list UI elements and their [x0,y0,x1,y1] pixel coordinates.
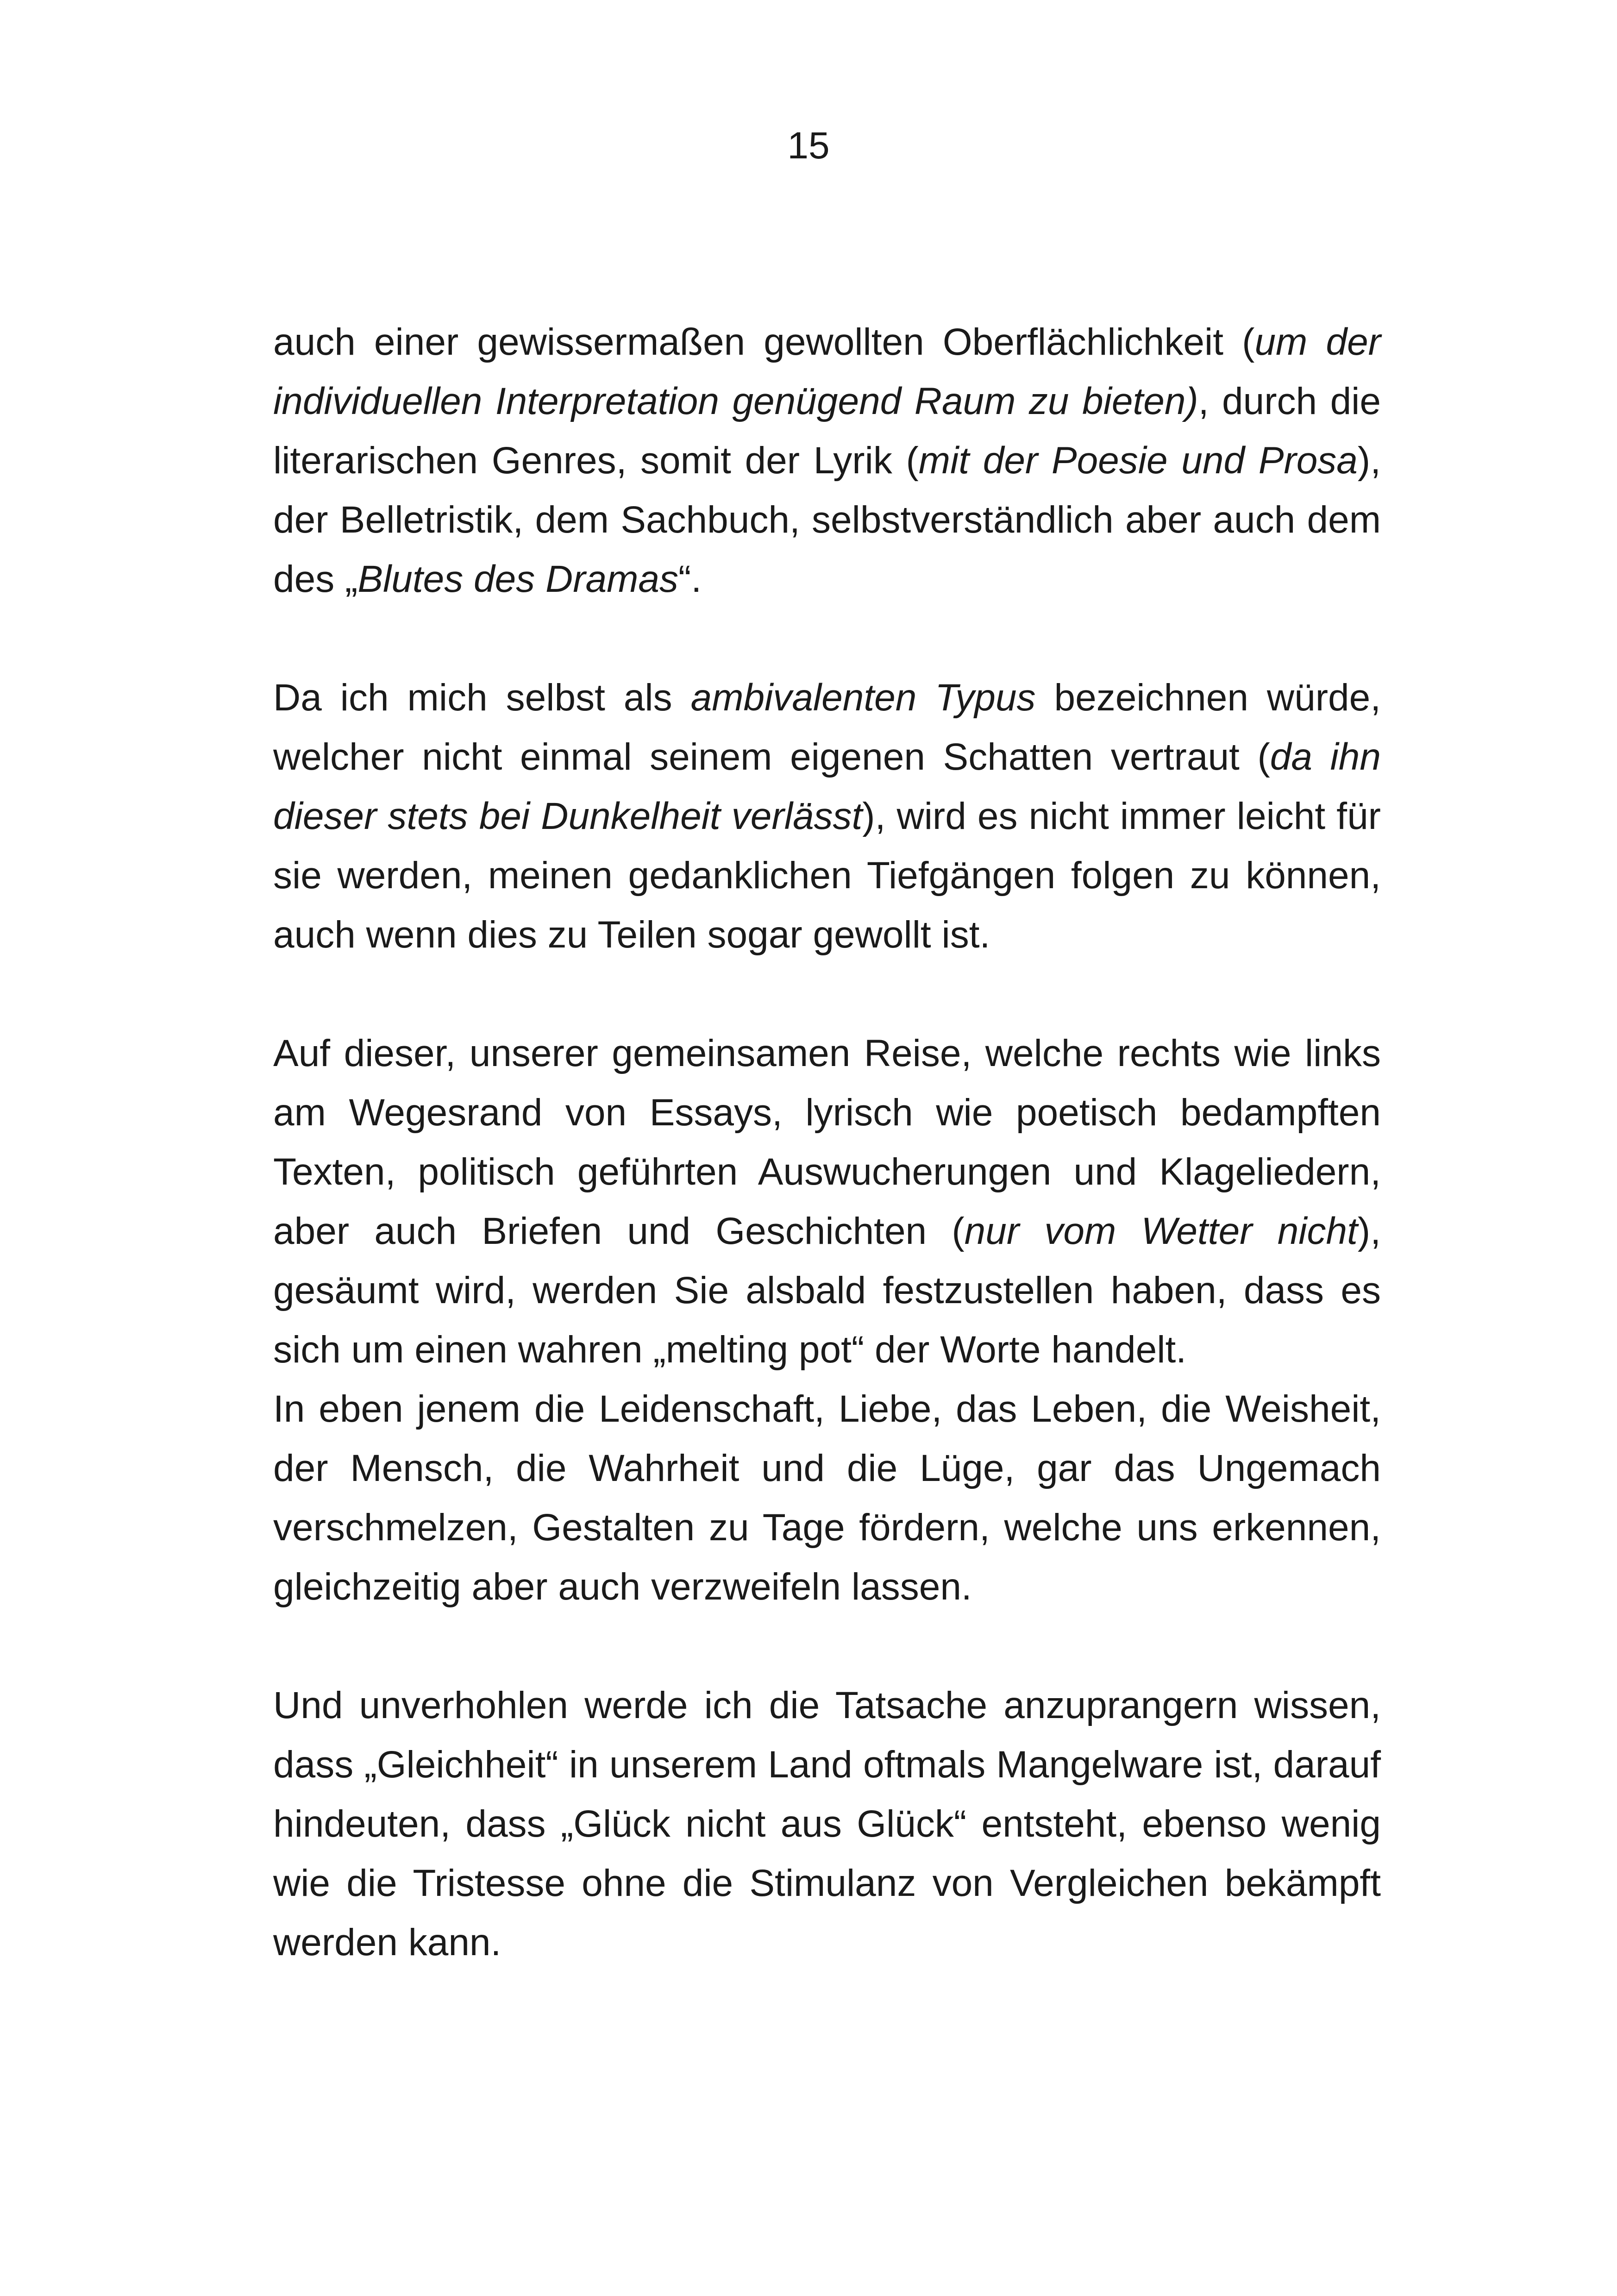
paragraph-2 [273,668,1381,965]
text-run: Auf dieser, unserer gemeinsamen Reise, welche rechts wie links am Wegesrand von Essays, lyrisch wie poetisch bedampften Texten, politisch geführten Auswucherungen und Klageliedern, aber auch Briefen und Geschichten ( [273,1032,1381,1252]
italic-text-run: ambivalenten Typus [690,677,1036,719]
page-number: 15 [787,125,830,167]
text-run: , durch die literarischen Genres, somit der Lyrik ( [273,380,1381,482]
text-run: “. [678,558,702,600]
paragraph-5 [273,1676,1381,1972]
text-run: Da ich mich selbst als [273,677,691,719]
text-run: ), der Belletristik, dem Sachbuch, selbstverständlich aber auch dem des „ [273,439,1381,600]
italic-text-run: Blutes des Dramas [357,558,679,600]
text-run: ), gesäumt wird, werden Sie alsbald festzustellen haben, dass es sich um einen wahren „melting pot“ der Worte handelt. [273,1210,1381,1371]
italic-text-run: da ihn dieser stets bei Dunkelheit verlässt [273,736,1381,837]
paragraph-4 [273,1380,1381,1617]
text-run: ), wird es nicht immer leicht für sie werden, meinen gedanklichen Tiefgängen folgen zu können, auch wenn dies zu Teilen sogar gewollt ist. [273,795,1381,956]
text-run: auch einer gewissermaßen gewollten Oberflächlichkeit ( [273,321,1255,363]
text-run: bezeichnen würde, welcher nicht einmal seinem eigenen Schatten vertraut ( [273,677,1381,778]
body-text [273,313,1381,1972]
text-run: In eben jenem die Leidenschaft, Liebe, das Leben, die Weisheit, der Mensch, die Wahrheit und die Lüge, gar das Ungemach verschmelzen, Gestalten zu Tage fördern, welche uns erkennen, gleichzeitig aber auch verzweifeln lassen. [273,1388,1381,1608]
italic-text-run: um der individuellen Interpretation genügend Raum zu bieten) [273,321,1381,422]
italic-text-run: nur vom Wetter nicht [964,1210,1358,1252]
italic-text-run: mit der Poesie und Prosa [918,439,1358,482]
text-run: Und unverhohlen werde ich die Tatsache anzuprangern wissen, dass „Gleichheit“ in unserem Land oftmals Mangelware ist, darauf hindeuten, dass „Glück nicht aus Glück“ entsteht, ebenso wenig wie die Tristesse ohne die Stimulanz von Vergleichen bekämpft werden kann. [273,1684,1381,1964]
paragraph-3 [273,1024,1381,1380]
paragraph-1 [273,313,1381,609]
